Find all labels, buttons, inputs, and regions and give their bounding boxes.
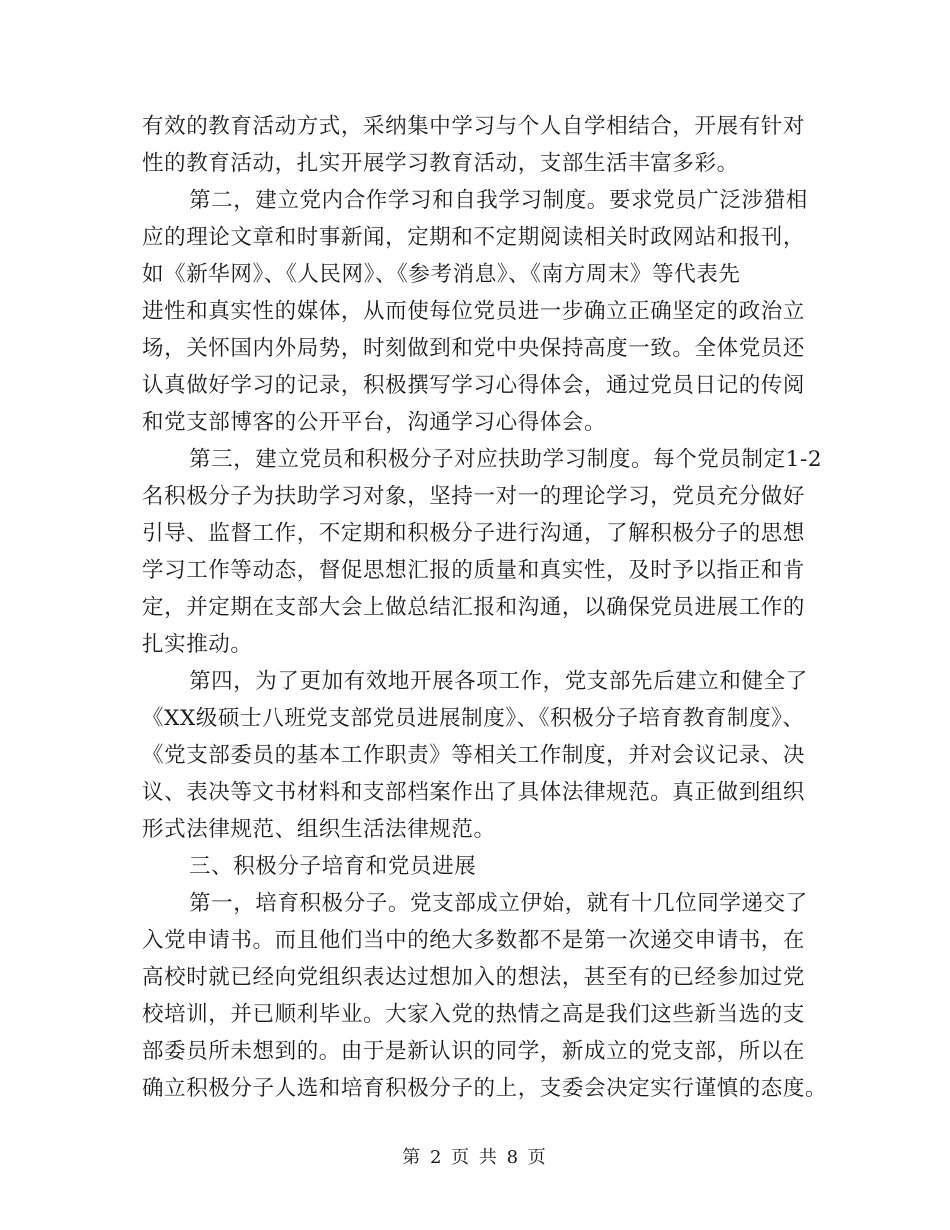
text-line: 定，并定期在支部大会上做总结汇报和沟通，以确保党员进展工作的	[142, 595, 806, 620]
text-line: 校培训，并已顺利毕业。大家入党的热情之高是我们这些新当选的支	[142, 1002, 806, 1027]
text-line: 进性和真实性的媒体，从而使每位党员进一步确立正确坚定的政治立	[142, 299, 806, 324]
text-line: 《党支部委员的基本工作职责》等相关工作制度，并对会议记录、决	[142, 743, 806, 768]
text-line: 部委员所未想到的。由于是新认识的同学，新成立的党支部，所以在	[142, 1039, 806, 1064]
text-line: 学习工作等动态，督促思想汇报的质量和真实性，及时予以指正和肯	[142, 558, 806, 583]
text-line: 性的教育活动，扎实开展学习教育活动，支部生活丰富多彩。	[142, 151, 739, 176]
text-line: 名积极分子为扶助学习对象，坚持一对一的理论学习，党员充分做好	[142, 484, 806, 509]
text-line: 和党支部博客的公开平台，沟通学习心得体会。	[142, 410, 607, 435]
text-line: 认真做好学习的记录，积极撰写学习心得体会，通过党员日记的传阅	[142, 373, 806, 398]
text-line: 《XX级硕士八班党支部党员进展制度》、《积极分子培育教育制度》、	[142, 706, 805, 731]
text-line: 形式法律规范、组织生活法律规范。	[142, 817, 496, 842]
text-line: 第三，建立党员和积极分子对应扶助学习制度。每个党员制定1-2	[189, 447, 823, 472]
text-line: 扎实推动。	[142, 632, 253, 657]
text-line: 第四，为了更加有效地开展各项工作，党支部先后建立和健全了	[189, 669, 808, 694]
text-line: 第一，培育积极分子。党支部成立伊始，就有十几位同学递交了	[189, 891, 808, 916]
text-line: 应的理论文章和时事新闻，定期和不定期阅读相关时政网站和报刊，	[142, 225, 806, 250]
document-body	[142, 108, 828, 1107]
text-line: 入党申请书。而且他们当中的绝大多数都不是第一次递交申请书，在	[142, 928, 806, 953]
text-line: 第二，建立党内合作学习和自我学习制度。要求党员广泛涉猎相	[189, 188, 808, 213]
text-line: 高校时就已经向党组织表达过想加入的想法，甚至有的已经参加过党	[142, 965, 806, 990]
text-line: 确立积极分子人选和培育积极分子的上，支委会决定实行谨慎的态度。	[142, 1076, 828, 1101]
text-line: 议、表决等文书材料和支部档案作出了具体法律规范。真正做到组织	[142, 780, 806, 805]
text-line: 场，关怀国内外局势，时刻做到和党中央保持高度一致。全体党员还	[142, 336, 806, 361]
text-line: 有效的教育活动方式，采纳集中学习与个人自学相结合，开展有针对	[142, 114, 806, 139]
text-line: 引导、监督工作，不定期和积极分子进行沟通，了解积极分子的思想	[142, 521, 806, 546]
page-number-footer: 第 2 页 共 8 页	[402, 1147, 548, 1168]
text-line: 如《新华网》、《人民网》、《参考消息》、《南方周末》等代表先	[142, 262, 741, 287]
text-line: 三、积极分子培育和党员进展	[189, 854, 477, 879]
